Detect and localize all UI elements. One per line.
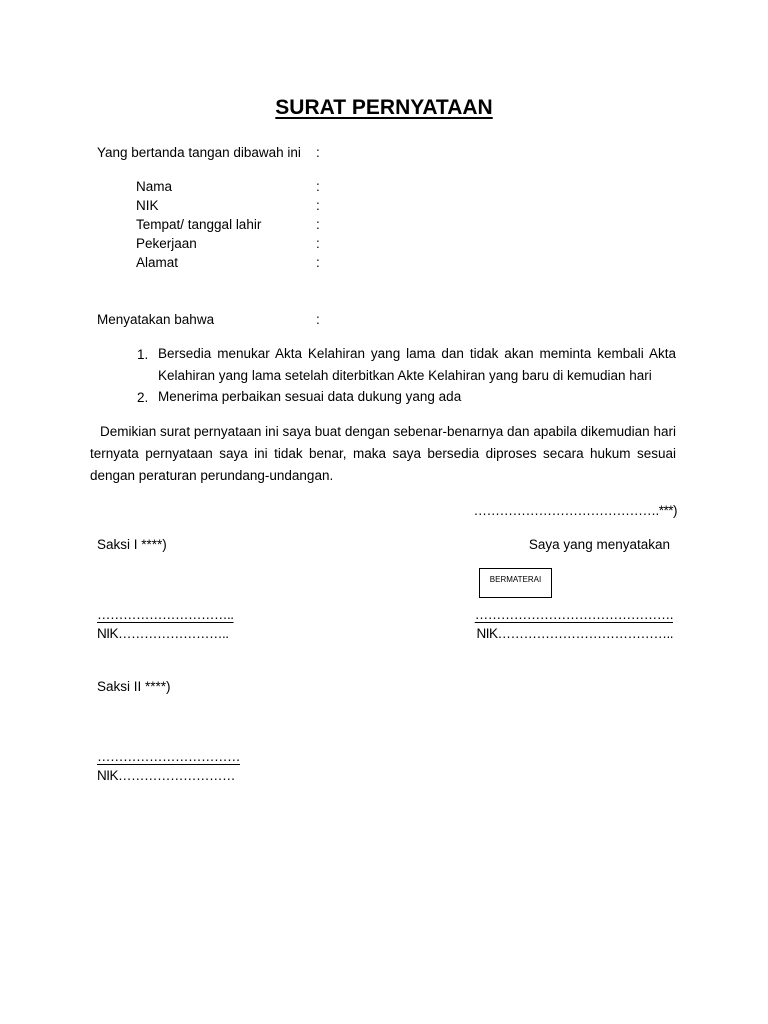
intro-label: Yang bertanda tangan dibawah ini xyxy=(97,145,301,160)
declarant-label: Saya yang menyatakan xyxy=(528,537,670,552)
statement-colon: : xyxy=(316,312,320,327)
witness2-label: Saksi II ****) xyxy=(97,679,171,694)
closing-paragraph xyxy=(90,421,676,487)
item-number-2: 2. xyxy=(137,390,149,405)
statement-label: Menyatakan bahwa xyxy=(97,312,215,327)
field-label-ttl: Tempat/ tanggal lahir xyxy=(136,217,262,232)
field-colon-nik: : xyxy=(316,198,320,213)
field-label-alamat: Alamat xyxy=(136,255,179,270)
field-colon-ttl: : xyxy=(316,217,320,232)
intro-colon: : xyxy=(316,145,320,160)
witness1-nik-line: NIK…………………….. xyxy=(97,626,229,641)
document-title: SURAT PERNYATAAN xyxy=(275,96,493,119)
closing-text: Demikian surat pernyataan ini saya buat dengan sebenar-benarnya dan apabila dikemudian hari ternyata pernyataan saya ini tidak benar, maka saya bersedia diproses secara hukum sesuai dengan peraturan perundang-undangan. xyxy=(90,424,676,483)
field-label-nik: NIK xyxy=(136,198,159,213)
field-label-pekerjaan: Pekerjaan xyxy=(136,236,197,251)
witness1-label: Saksi I ****) xyxy=(97,537,167,552)
witness1-name-line: ………………………….. xyxy=(97,607,234,622)
field-label-nama: Nama xyxy=(136,179,173,194)
place-date-line: …………………………………….***) xyxy=(473,503,677,518)
declarant-name-line: ………………………………………. xyxy=(474,607,673,622)
field-colon-alamat: : xyxy=(316,255,320,270)
stamp-box xyxy=(479,568,552,598)
witness2-name-line: …………………………… xyxy=(97,749,240,764)
item-text-2: Menerima perbaikan sesuai data dukung yang ada xyxy=(158,389,462,404)
field-colon-pekerjaan: : xyxy=(316,236,320,251)
item-number-1: 1. xyxy=(137,347,149,362)
field-colon-nama: : xyxy=(316,179,320,194)
stamp-label: BERMATERAI xyxy=(489,575,542,584)
declarant-nik-line: NIK………………………………….. xyxy=(476,626,673,641)
witness2-nik-line: NIK……………………… xyxy=(97,768,236,783)
item-text-1: Bersedia menukar Akta Kelahiran yang lama dan tidak akan meminta kembali Akta Kelahiran yang lama setelah diterbitkan Akte Kelahiran yang baru di kemudian hari xyxy=(158,346,676,383)
